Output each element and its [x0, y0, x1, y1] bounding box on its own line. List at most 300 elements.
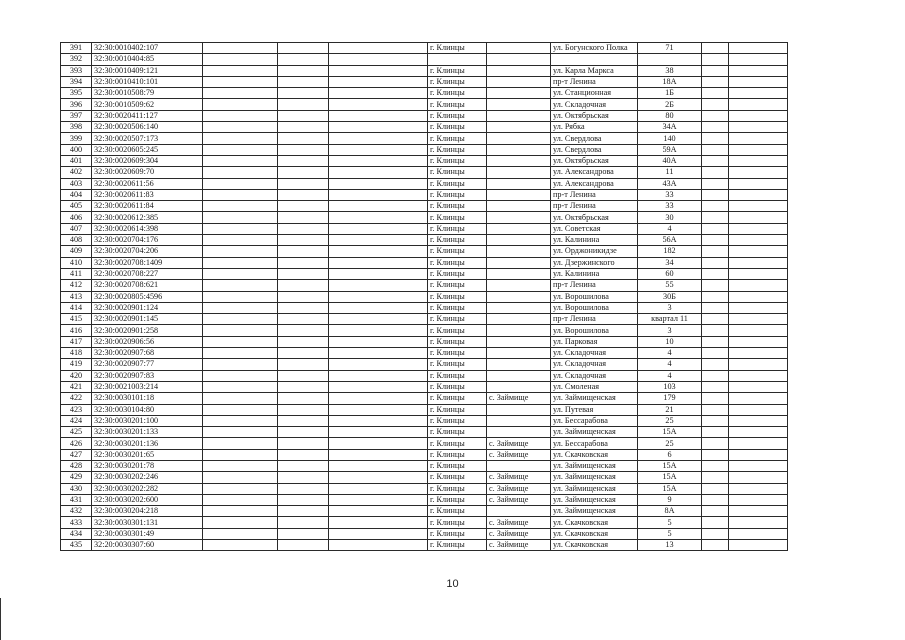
cell-col-5 — [329, 201, 428, 212]
cell-col-10 — [702, 65, 729, 76]
cell-col-10 — [702, 133, 729, 144]
cell-col-5 — [329, 472, 428, 483]
cell-col-11 — [729, 88, 788, 99]
cell-cadastral-number: 32:30:0020612:385 — [92, 212, 203, 223]
cell-city: г. Клинцы — [428, 189, 487, 200]
cell-cadastral-number: 32:30:0020614:398 — [92, 223, 203, 234]
cell-city: г. Клинцы — [428, 506, 487, 517]
cell-col-5 — [329, 302, 428, 313]
cell-col-11 — [729, 348, 788, 359]
cell-col-3 — [203, 43, 278, 54]
cell-settlement — [487, 201, 551, 212]
cell-col-10 — [702, 189, 729, 200]
table-row — [61, 54, 788, 65]
cell-street: ул. Бессарабова — [551, 415, 638, 426]
table-row — [61, 235, 788, 246]
cell-street: ул. Скачковская — [551, 517, 638, 528]
cell-col-5 — [329, 381, 428, 392]
cell-row-number: 399 — [61, 133, 92, 144]
cell-row-number: 392 — [61, 54, 92, 65]
table-row — [61, 359, 788, 370]
cell-street: ул. Советская — [551, 223, 638, 234]
cell-row-number: 433 — [61, 517, 92, 528]
table-row — [61, 460, 788, 471]
cell-street: пр-т Ленина — [551, 76, 638, 87]
table-row — [61, 246, 788, 257]
cell-col-3 — [203, 280, 278, 291]
cell-col-3 — [203, 336, 278, 347]
cell-cadastral-number: 32:30:0030301:49 — [92, 528, 203, 539]
cell-col-10 — [702, 268, 729, 279]
cell-row-number: 429 — [61, 472, 92, 483]
cell-col-11 — [729, 189, 788, 200]
cell-col-3 — [203, 370, 278, 381]
cell-street: ул. Карла Маркса — [551, 65, 638, 76]
cell-city: г. Клинцы — [428, 76, 487, 87]
cell-col-3 — [203, 449, 278, 460]
cell-settlement: с. Займище — [487, 438, 551, 449]
cell-house-number: 103 — [638, 381, 702, 392]
cell-house-number: 40А — [638, 155, 702, 166]
table-row — [61, 494, 788, 505]
cell-col-4 — [278, 189, 329, 200]
cell-settlement — [487, 291, 551, 302]
cell-house-number: 15А — [638, 483, 702, 494]
cell-settlement — [487, 235, 551, 246]
cell-cadastral-number: 32:30:0020605:245 — [92, 144, 203, 155]
cell-col-10 — [702, 201, 729, 212]
cell-col-5 — [329, 99, 428, 110]
cell-city: г. Клинцы — [428, 65, 487, 76]
cell-col-4 — [278, 314, 329, 325]
cell-col-3 — [203, 314, 278, 325]
cell-col-10 — [702, 540, 729, 551]
table-row — [61, 540, 788, 551]
cell-row-number: 418 — [61, 348, 92, 359]
table-row — [61, 144, 788, 155]
cell-house-number: 71 — [638, 43, 702, 54]
cell-settlement — [487, 133, 551, 144]
cell-col-5 — [329, 291, 428, 302]
cell-row-number: 409 — [61, 246, 92, 257]
cell-row-number: 419 — [61, 359, 92, 370]
cell-city: г. Клинцы — [428, 381, 487, 392]
cell-col-5 — [329, 370, 428, 381]
cell-settlement — [487, 76, 551, 87]
cell-col-4 — [278, 201, 329, 212]
cell-street: ул. Октябрьская — [551, 212, 638, 223]
cell-col-11 — [729, 370, 788, 381]
cell-row-number: 404 — [61, 189, 92, 200]
cell-col-11 — [729, 201, 788, 212]
cell-col-4 — [278, 325, 329, 336]
cell-street: ул. Александрова — [551, 167, 638, 178]
cell-settlement: с. Займище — [487, 483, 551, 494]
cell-col-3 — [203, 517, 278, 528]
cell-col-5 — [329, 167, 428, 178]
cell-col-11 — [729, 540, 788, 551]
cell-row-number: 424 — [61, 415, 92, 426]
cell-col-4 — [278, 246, 329, 257]
cell-house-number: 18А — [638, 76, 702, 87]
cell-street: ул. Смоленая — [551, 381, 638, 392]
cell-row-number: 428 — [61, 460, 92, 471]
cell-street: ул. Александрова — [551, 178, 638, 189]
registry-rows — [61, 43, 788, 551]
cell-settlement — [487, 167, 551, 178]
cell-house-number: 15А — [638, 460, 702, 471]
cell-col-4 — [278, 393, 329, 404]
cell-row-number: 408 — [61, 235, 92, 246]
cell-row-number: 434 — [61, 528, 92, 539]
cell-col-11 — [729, 43, 788, 54]
cell-street: ул. Октябрьская — [551, 155, 638, 166]
cell-settlement — [487, 99, 551, 110]
cell-col-3 — [203, 133, 278, 144]
cell-col-4 — [278, 472, 329, 483]
cell-col-10 — [702, 88, 729, 99]
cell-col-10 — [702, 381, 729, 392]
cell-col-10 — [702, 336, 729, 347]
cell-cadastral-number: 32:30:0020609:304 — [92, 155, 203, 166]
cell-col-10 — [702, 460, 729, 471]
cell-col-4 — [278, 359, 329, 370]
table-row — [61, 189, 788, 200]
cell-city: г. Клинцы — [428, 291, 487, 302]
cell-cadastral-number: 32:30:0020704:206 — [92, 246, 203, 257]
cell-row-number: 401 — [61, 155, 92, 166]
cell-col-3 — [203, 235, 278, 246]
cell-col-3 — [203, 122, 278, 133]
cell-col-4 — [278, 528, 329, 539]
cell-row-number: 414 — [61, 302, 92, 313]
cell-col-11 — [729, 110, 788, 121]
cell-col-10 — [702, 348, 729, 359]
cell-house-number: 4 — [638, 223, 702, 234]
cell-col-4 — [278, 155, 329, 166]
cell-col-10 — [702, 483, 729, 494]
cell-cadastral-number: 32:30:0020907:68 — [92, 348, 203, 359]
cell-settlement — [487, 212, 551, 223]
cell-city: г. Клинцы — [428, 472, 487, 483]
cell-street: ул. Калинина — [551, 235, 638, 246]
cell-col-11 — [729, 427, 788, 438]
cell-col-11 — [729, 415, 788, 426]
cell-col-3 — [203, 393, 278, 404]
cell-col-3 — [203, 325, 278, 336]
cell-col-5 — [329, 110, 428, 121]
cell-col-10 — [702, 99, 729, 110]
cell-col-3 — [203, 302, 278, 313]
cell-col-11 — [729, 359, 788, 370]
cell-col-4 — [278, 257, 329, 268]
cell-cadastral-number: 32:30:0020906:56 — [92, 336, 203, 347]
cell-city: г. Клинцы — [428, 201, 487, 212]
cell-house-number: 179 — [638, 393, 702, 404]
cell-settlement: с. Займище — [487, 517, 551, 528]
cell-row-number: 431 — [61, 494, 92, 505]
cell-settlement: с. Займище — [487, 449, 551, 460]
cell-city: г. Клинцы — [428, 246, 487, 257]
cell-cadastral-number: 32:30:0020708:1409 — [92, 257, 203, 268]
cell-cadastral-number: 32:30:0020411:127 — [92, 110, 203, 121]
cell-row-number: 405 — [61, 201, 92, 212]
cell-col-11 — [729, 178, 788, 189]
cell-col-5 — [329, 155, 428, 166]
cell-col-5 — [329, 133, 428, 144]
table-row — [61, 427, 788, 438]
cell-row-number: 421 — [61, 381, 92, 392]
cell-house-number: 43А — [638, 178, 702, 189]
cell-col-4 — [278, 76, 329, 87]
cell-col-11 — [729, 483, 788, 494]
cell-col-3 — [203, 257, 278, 268]
cell-cadastral-number: 32:30:0030201:100 — [92, 415, 203, 426]
cell-col-11 — [729, 336, 788, 347]
cell-row-number: 427 — [61, 449, 92, 460]
cell-col-4 — [278, 540, 329, 551]
cell-col-5 — [329, 483, 428, 494]
table-row — [61, 506, 788, 517]
cell-col-11 — [729, 314, 788, 325]
table-row — [61, 449, 788, 460]
cell-col-4 — [278, 506, 329, 517]
cell-settlement — [487, 144, 551, 155]
cell-col-5 — [329, 54, 428, 65]
cell-col-10 — [702, 257, 729, 268]
cell-col-5 — [329, 404, 428, 415]
cell-street: ул. Дзержинского — [551, 257, 638, 268]
cell-city: г. Клинцы — [428, 302, 487, 313]
table-row — [61, 517, 788, 528]
cell-col-10 — [702, 404, 729, 415]
cell-house-number: 5 — [638, 517, 702, 528]
cell-city: г. Клинцы — [428, 393, 487, 404]
cell-street: ул. Займищенская — [551, 494, 638, 505]
cell-col-11 — [729, 257, 788, 268]
cell-col-10 — [702, 325, 729, 336]
cell-settlement — [487, 314, 551, 325]
cell-col-11 — [729, 223, 788, 234]
cell-street: ул. Октябрьская — [551, 110, 638, 121]
cell-cadastral-number: 32:30:0010508:79 — [92, 88, 203, 99]
cell-street: ул. Богунского Полка — [551, 43, 638, 54]
cell-col-10 — [702, 359, 729, 370]
cell-city: г. Клинцы — [428, 404, 487, 415]
cell-col-3 — [203, 110, 278, 121]
cell-col-11 — [729, 494, 788, 505]
cell-col-10 — [702, 506, 729, 517]
cell-street: ул. Орджоникидзе — [551, 246, 638, 257]
cell-house-number: 15А — [638, 472, 702, 483]
table-row — [61, 133, 788, 144]
cell-house-number: 55 — [638, 280, 702, 291]
cell-col-10 — [702, 291, 729, 302]
cell-house-number: 33 — [638, 201, 702, 212]
cell-col-5 — [329, 280, 428, 291]
cell-cadastral-number: 32:30:0030201:78 — [92, 460, 203, 471]
table-row — [61, 472, 788, 483]
cell-settlement — [487, 348, 551, 359]
cell-col-5 — [329, 336, 428, 347]
cell-settlement — [487, 65, 551, 76]
table-row — [61, 212, 788, 223]
cell-city: г. Клинцы — [428, 427, 487, 438]
cell-col-3 — [203, 201, 278, 212]
table-row — [61, 404, 788, 415]
cell-col-11 — [729, 167, 788, 178]
cell-row-number: 403 — [61, 178, 92, 189]
cell-cadastral-number: 32:30:0020708:621 — [92, 280, 203, 291]
cell-col-10 — [702, 110, 729, 121]
cell-city: г. Клинцы — [428, 528, 487, 539]
cell-col-3 — [203, 472, 278, 483]
cell-city: г. Клинцы — [428, 348, 487, 359]
cell-col-3 — [203, 76, 278, 87]
cell-street: ул. Займищенская — [551, 506, 638, 517]
cell-row-number: 397 — [61, 110, 92, 121]
cell-settlement — [487, 155, 551, 166]
cell-city: г. Клинцы — [428, 167, 487, 178]
cell-col-4 — [278, 291, 329, 302]
cell-row-number: 410 — [61, 257, 92, 268]
cell-col-5 — [329, 460, 428, 471]
cell-row-number: 400 — [61, 144, 92, 155]
cell-col-10 — [702, 76, 729, 87]
cell-settlement — [487, 122, 551, 133]
cell-row-number: 417 — [61, 336, 92, 347]
cell-col-5 — [329, 223, 428, 234]
cell-cadastral-number: 32:30:0030104:80 — [92, 404, 203, 415]
cell-col-5 — [329, 235, 428, 246]
cell-row-number: 391 — [61, 43, 92, 54]
cell-cadastral-number: 32:30:0030202:600 — [92, 494, 203, 505]
cell-col-4 — [278, 460, 329, 471]
cell-city: г. Клинцы — [428, 144, 487, 155]
cell-row-number: 402 — [61, 167, 92, 178]
cell-cadastral-number: 32:30:0021003:214 — [92, 381, 203, 392]
cell-settlement — [487, 325, 551, 336]
cell-settlement — [487, 223, 551, 234]
cell-row-number: 425 — [61, 427, 92, 438]
cell-city: г. Клинцы — [428, 370, 487, 381]
cell-city: г. Клинцы — [428, 280, 487, 291]
cell-row-number: 416 — [61, 325, 92, 336]
cell-col-5 — [329, 178, 428, 189]
cell-col-5 — [329, 517, 428, 528]
cell-col-10 — [702, 280, 729, 291]
cell-col-3 — [203, 167, 278, 178]
cell-col-10 — [702, 246, 729, 257]
table-row — [61, 348, 788, 359]
margin-line — [0, 598, 1, 640]
cell-settlement — [487, 404, 551, 415]
table-row — [61, 122, 788, 133]
cell-col-4 — [278, 268, 329, 279]
cell-col-3 — [203, 223, 278, 234]
cell-col-10 — [702, 415, 729, 426]
cell-col-5 — [329, 76, 428, 87]
cell-row-number: 422 — [61, 393, 92, 404]
table-row — [61, 201, 788, 212]
cell-col-10 — [702, 528, 729, 539]
cell-col-5 — [329, 359, 428, 370]
cell-settlement — [487, 110, 551, 121]
cell-house-number: 30 — [638, 212, 702, 223]
cell-col-11 — [729, 528, 788, 539]
cell-col-10 — [702, 302, 729, 313]
cell-street: ул. Складочная — [551, 370, 638, 381]
cell-col-4 — [278, 144, 329, 155]
table-row — [61, 415, 788, 426]
cell-col-5 — [329, 494, 428, 505]
cell-col-10 — [702, 449, 729, 460]
cell-street: ул. Станционная — [551, 88, 638, 99]
cell-street: пр-т Ленина — [551, 314, 638, 325]
cell-col-4 — [278, 212, 329, 223]
cell-row-number: 430 — [61, 483, 92, 494]
table-row — [61, 314, 788, 325]
cell-row-number: 395 — [61, 88, 92, 99]
cell-col-3 — [203, 540, 278, 551]
cell-col-11 — [729, 291, 788, 302]
cell-col-4 — [278, 110, 329, 121]
cell-col-11 — [729, 438, 788, 449]
cell-settlement: с. Займище — [487, 528, 551, 539]
cell-house-number: 34А — [638, 122, 702, 133]
cell-cadastral-number: 32:30:0010402:107 — [92, 43, 203, 54]
table-row — [61, 223, 788, 234]
cell-row-number: 406 — [61, 212, 92, 223]
cell-house-number: 2Б — [638, 99, 702, 110]
cell-cadastral-number: 32:30:0010509:62 — [92, 99, 203, 110]
cell-col-3 — [203, 54, 278, 65]
cell-house-number: 38 — [638, 65, 702, 76]
table-row — [61, 65, 788, 76]
cell-col-3 — [203, 291, 278, 302]
cell-house-number: 140 — [638, 133, 702, 144]
cell-city: г. Клинцы — [428, 212, 487, 223]
cell-street: ул. Займищенская — [551, 460, 638, 471]
cell-row-number: 412 — [61, 280, 92, 291]
cell-house-number: 8А — [638, 506, 702, 517]
cell-col-3 — [203, 155, 278, 166]
cell-cadastral-number: 32:30:0020907:83 — [92, 370, 203, 381]
cell-col-5 — [329, 528, 428, 539]
cell-col-4 — [278, 178, 329, 189]
cell-col-3 — [203, 178, 278, 189]
cell-row-number: 393 — [61, 65, 92, 76]
cell-row-number: 432 — [61, 506, 92, 517]
cell-col-3 — [203, 212, 278, 223]
cell-col-4 — [278, 88, 329, 99]
cell-cadastral-number: 32:30:0010409:121 — [92, 65, 203, 76]
document-sheet — [60, 42, 788, 551]
cell-house-number: 6 — [638, 449, 702, 460]
cell-house-number: 33 — [638, 189, 702, 200]
cell-city: г. Клинцы — [428, 223, 487, 234]
cell-house-number: 56А — [638, 235, 702, 246]
cell-city: г. Клинцы — [428, 460, 487, 471]
cell-col-4 — [278, 370, 329, 381]
cell-col-5 — [329, 212, 428, 223]
cell-col-5 — [329, 122, 428, 133]
cell-city — [428, 54, 487, 65]
cell-col-4 — [278, 167, 329, 178]
cell-house-number: 59А — [638, 144, 702, 155]
cell-street — [551, 54, 638, 65]
cell-col-10 — [702, 235, 729, 246]
